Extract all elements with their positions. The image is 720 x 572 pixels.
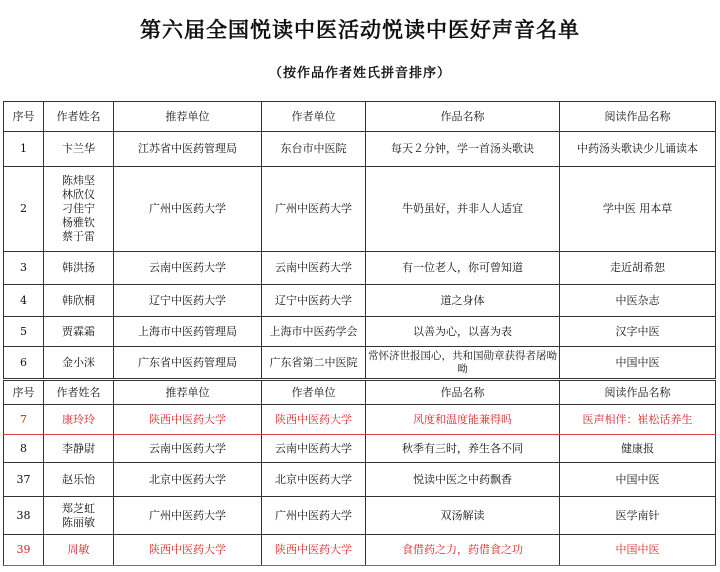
cell-recommender: 江苏省中医药管理局 xyxy=(114,132,262,167)
header-author: 作者姓名 xyxy=(44,381,114,405)
cell-work: 以善为心，以喜为表 xyxy=(366,317,560,347)
cell-read-work: 中医杂志 xyxy=(560,285,716,317)
cell-author: 周敏 xyxy=(44,535,114,566)
page-subtitle: （按作品作者姓氏拼音排序） xyxy=(268,66,451,81)
cell-author-unit: 陕西中医药大学 xyxy=(262,535,366,566)
table-row xyxy=(4,132,716,167)
cell-recommender: 广东省中医药管理局 xyxy=(114,347,262,379)
cell-recommender: 上海市中医药管理局 xyxy=(114,317,262,347)
table-header-row xyxy=(4,381,716,405)
cell-read-work: 中国中医 xyxy=(560,535,716,566)
table-row xyxy=(4,285,716,317)
cell-read-work: 学中医 用本草 xyxy=(560,167,716,252)
cell-no: 7 xyxy=(4,405,44,435)
cell-work: 风度和温度能兼得吗 xyxy=(366,405,560,435)
cell-no: 38 xyxy=(4,497,44,535)
cell-author-unit: 广州中医药大学 xyxy=(262,167,366,252)
cell-recommender: 陕西中医药大学 xyxy=(114,405,262,435)
cell-author-unit: 云南中医药大学 xyxy=(262,252,366,285)
header-author: 作者姓名 xyxy=(44,102,114,132)
cell-recommender: 广州中医药大学 xyxy=(114,497,262,535)
table-row xyxy=(4,252,716,285)
cell-work: 牛奶虽好，并非人人适宜 xyxy=(366,167,560,252)
cell-author-unit: 北京中医药大学 xyxy=(262,463,366,497)
header-recommender: 推荐单位 xyxy=(114,102,262,132)
cell-no: 3 xyxy=(4,252,44,285)
table-row-highlighted xyxy=(4,535,716,566)
table-row xyxy=(4,167,716,252)
cell-no: 2 xyxy=(4,167,44,252)
cell-read-work: 中国中医 xyxy=(560,463,716,497)
header-author-unit: 作者单位 xyxy=(262,381,366,405)
cell-author: 韩洪扬 xyxy=(44,252,114,285)
cell-read-work: 医声相伴：崔松话养生 xyxy=(560,405,716,435)
cell-author-unit: 云南中医药大学 xyxy=(262,435,366,463)
cell-author-unit: 辽宁中医药大学 xyxy=(262,285,366,317)
cell-author: 李静尉 xyxy=(44,435,114,463)
roster-table-bottom xyxy=(3,380,716,566)
cell-author: 金小洣 xyxy=(44,347,114,379)
cell-work: 道之身体 xyxy=(366,285,560,317)
cell-no: 1 xyxy=(4,132,44,167)
cell-no: 37 xyxy=(4,463,44,497)
header-read-work: 阅读作品名称 xyxy=(560,102,716,132)
table-row xyxy=(4,317,716,347)
cell-no: 5 xyxy=(4,317,44,347)
table-header-row xyxy=(4,102,716,132)
cell-work: 悦读中医之中药飘香 xyxy=(366,463,560,497)
table-row xyxy=(4,435,716,463)
roster-table-top xyxy=(3,101,716,379)
header-work: 作品名称 xyxy=(366,102,560,132)
cell-author: 贾霖霜 xyxy=(44,317,114,347)
page-title: 第六届全国悦读中医活动悦读中医好声音名单 xyxy=(140,18,580,42)
header-no: 序号 xyxy=(4,381,44,405)
cell-work: 秋季有三时，养生各不同 xyxy=(366,435,560,463)
cell-no: 6 xyxy=(4,347,44,379)
cell-author-unit: 陕西中医药大学 xyxy=(262,405,366,435)
cell-author: 郑芝虹 陈丽敏 xyxy=(44,497,114,535)
cell-recommender: 广州中医药大学 xyxy=(114,167,262,252)
cell-recommender: 陕西中医药大学 xyxy=(114,535,262,566)
header-read-work: 阅读作品名称 xyxy=(560,381,716,405)
cell-read-work: 健康报 xyxy=(560,435,716,463)
cell-read-work: 中药汤头歌诀少儿诵读本 xyxy=(560,132,716,167)
cell-recommender: 北京中医药大学 xyxy=(114,463,262,497)
cell-author: 韩欣桐 xyxy=(44,285,114,317)
header-no: 序号 xyxy=(4,102,44,132)
table-row xyxy=(4,497,716,535)
cell-author-unit: 广州中医药大学 xyxy=(262,497,366,535)
header-work: 作品名称 xyxy=(366,381,560,405)
cell-author-unit: 东台市中医院 xyxy=(262,132,366,167)
cell-recommender: 云南中医药大学 xyxy=(114,435,262,463)
cell-work: 常怀济世报国心，共和国勋章获得者屠呦呦 xyxy=(366,347,560,379)
cell-read-work: 汉字中医 xyxy=(560,317,716,347)
cell-work: 有一位老人，你可曾知道 xyxy=(366,252,560,285)
cell-read-work: 医学南针 xyxy=(560,497,716,535)
header-author-unit: 作者单位 xyxy=(262,102,366,132)
cell-recommender: 辽宁中医药大学 xyxy=(114,285,262,317)
cell-read-work: 走近胡希恕 xyxy=(560,252,716,285)
cell-recommender: 云南中医药大学 xyxy=(114,252,262,285)
cell-author-unit: 上海市中医药学会 xyxy=(262,317,366,347)
cell-author-unit: 广东省第二中医院 xyxy=(262,347,366,379)
cell-author: 陈炜坚 林欣仪 刁佳宁 杨雅钦 蔡于雷 xyxy=(44,167,114,252)
cell-author: 卞兰华 xyxy=(44,132,114,167)
header-recommender: 推荐单位 xyxy=(114,381,262,405)
cell-read-work: 中国中医 xyxy=(560,347,716,379)
table-row xyxy=(4,347,716,379)
cell-work: 食借药之力，药借食之功 xyxy=(366,535,560,566)
cell-author: 康玲玲 xyxy=(44,405,114,435)
cell-no: 39 xyxy=(4,535,44,566)
cell-work: 双汤解读 xyxy=(366,497,560,535)
cell-no: 4 xyxy=(4,285,44,317)
table-row-highlighted xyxy=(4,405,716,435)
cell-author: 赵乐怡 xyxy=(44,463,114,497)
cell-work: 每天２分钟，学一首汤头歌诀 xyxy=(366,132,560,167)
cell-no: 8 xyxy=(4,435,44,463)
table-row xyxy=(4,463,716,497)
